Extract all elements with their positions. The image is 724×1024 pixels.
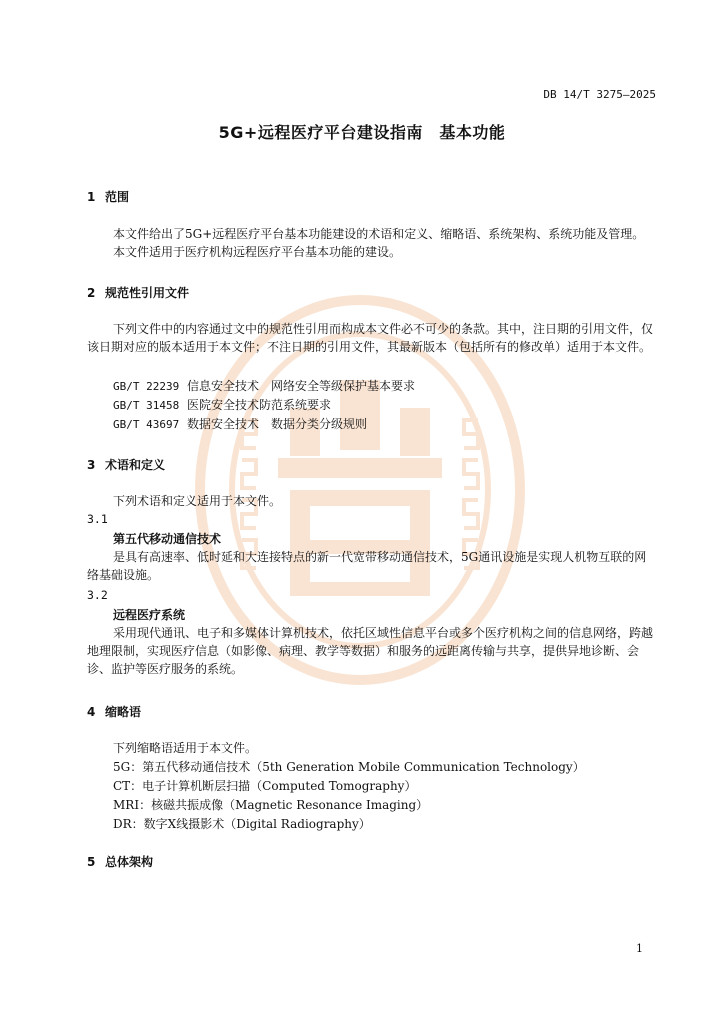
section-title: 范围 [105, 190, 130, 204]
term-name: 第五代移动通信技术 [113, 532, 222, 546]
section-number: 5 [87, 855, 96, 869]
term-definition: 采用现代通讯、电子和多媒体计算机技术，依托区域性信息平台或多个医疗机构之间的信息网络，跨越地理限制，实现医疗信息（如影像、病理、教学等数据）和服务的远距离传输与共享，提供异地诊断、会诊、监护等医疗服务的系统。 [87, 626, 654, 676]
section-1-heading [87, 188, 129, 205]
section-2-heading [87, 284, 189, 301]
abbreviation-item: CT：电子计算机断层扫描（Computed Tomography） [113, 779, 417, 793]
terms-intro-paragraph: 下列术语和定义适用于本文件。 [113, 494, 282, 508]
section-title: 规范性引用文件 [105, 286, 190, 300]
reference-name: 信息安全技术 网络安全等级保护基本要求 [187, 379, 416, 393]
section-number: 3 [87, 458, 96, 472]
reference-item [113, 396, 331, 413]
term-definition: 是具有高速率、低时延和大连接特点的新一代宽带移动通信技术，5G通讯设施是实现人机物互联的网络基础设施。 [87, 550, 647, 582]
scope-paragraph-2: 本文件适用于医疗机构远程医疗平台基本功能的建设。 [113, 245, 402, 259]
section-number: 4 [87, 705, 96, 719]
standard-code: DB 14/T 3275—2025 [543, 88, 656, 101]
section-5-heading [87, 853, 153, 870]
section-number: 1 [87, 190, 96, 204]
page-number: 1 [636, 942, 643, 955]
section-3-heading [87, 456, 165, 473]
reference-item [113, 377, 415, 394]
section-title: 术语和定义 [105, 458, 166, 472]
term-number: 3.1 [87, 512, 108, 526]
reference-code: GB/T 31458 [113, 399, 180, 412]
reference-code: GB/T 43697 [113, 418, 180, 431]
term-name: 远程医疗系统 [113, 608, 186, 622]
abbreviations-intro-paragraph: 下列缩略语适用于本文件。 [113, 741, 258, 755]
reference-code: GB/T 22239 [113, 380, 180, 393]
abbreviation-item: 5G：第五代移动通信技术（5th Generation Mobile Communication Technology） [113, 760, 585, 774]
section-title: 缩略语 [105, 705, 142, 719]
section-4-heading [87, 703, 141, 720]
reference-name: 数据安全技术 数据分类分级规则 [187, 417, 368, 431]
reference-name: 医院安全技术防范系统要求 [187, 398, 332, 412]
reference-item [113, 415, 367, 432]
normative-references-paragraph: 下列文件中的内容通过文中的规范性引用而构成本文件必不可少的条款。其中，注日期的引用文件，仅该日期对应的版本适用于本文件；不注日期的引用文件，其最新版本（包括所有的修改单）适用于本文件。 [87, 322, 654, 354]
term-number: 3.2 [87, 588, 108, 602]
section-number: 2 [87, 286, 96, 300]
document-title: 5G+远程医疗平台建设指南 基本功能 [218, 123, 506, 142]
scope-paragraph-1: 本文件给出了5G+远程医疗平台基本功能建设的术语和定义、缩略语、系统架构、系统功能及管理。 [113, 227, 645, 241]
abbreviation-item: DR：数字X线摄影术（Digital Radiography） [113, 817, 371, 831]
section-title: 总体架构 [105, 855, 154, 869]
abbreviation-item: MRI：核磁共振成像（Magnetic Resonance Imaging） [113, 798, 429, 812]
